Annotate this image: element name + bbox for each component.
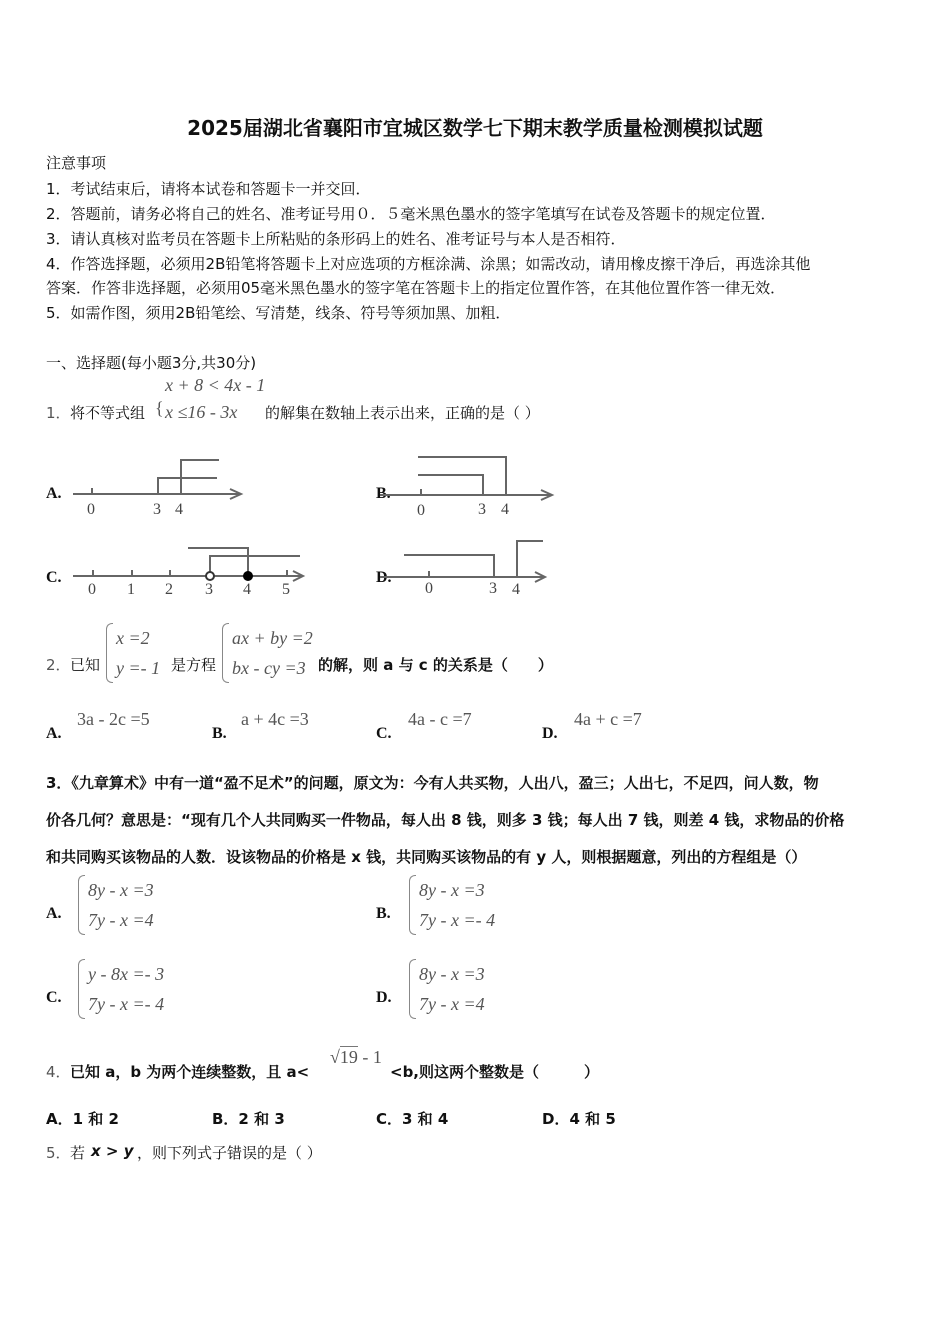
tick-label: 3: [153, 501, 161, 518]
q2-option-d-expr: 4a + c =7: [574, 709, 642, 729]
tick-label: 3: [489, 580, 497, 597]
tick-label: 0: [417, 502, 425, 519]
radicand: 19: [339, 1047, 358, 1067]
q1-post: 的解集在数轴上表示出来，正确的是（ ）: [265, 404, 540, 422]
q3-text: 3．《九章算术》中有一道“盈不足术”的问题，原文为：今有人共买物，人出八，盈三；人出七，不足四，问人数，物: [46, 774, 819, 792]
q3-option-c-system: y - 8x =- 3 7y - x =- 4: [78, 959, 164, 1019]
tick-label: 3: [478, 501, 486, 518]
q4-post: <b,则这两个整数是（ ）: [390, 1063, 600, 1081]
q1-option-d[interactable]: D.: [376, 569, 392, 586]
page-title: 2025届湖北省襄阳市宜城区数学七下期末教学质量检测模拟试题: [187, 116, 763, 140]
notice-item: 2．答题前，请务必将自己的姓名、准考证号用０．５毫米黑色墨水的签字笔填写在试卷及答题卡的规定位置．: [46, 205, 776, 223]
q5-post: ，则下列式子错误的是（ ）: [137, 1144, 322, 1162]
tick-label: 0: [88, 581, 96, 598]
tick-label: 4: [243, 581, 251, 598]
q3-option-c-label[interactable]: C.: [46, 989, 62, 1006]
q4-pre: 已知 a，b 为两个连续整数，且 a<: [70, 1063, 310, 1081]
q2-option-d-label[interactable]: D.: [542, 725, 558, 742]
closed-dot: [244, 572, 252, 580]
q5-number: 5．: [46, 1144, 71, 1162]
tick-label: 3: [205, 581, 213, 598]
tick-label: 2: [165, 581, 173, 598]
q3-option-b-label[interactable]: B.: [376, 905, 391, 922]
q2-option-b-label[interactable]: B.: [212, 725, 227, 742]
q1-option-c[interactable]: C.: [46, 569, 62, 586]
q4-option-c[interactable]: C．3 和 4: [376, 1110, 449, 1128]
notice-item: 答案．作答非选择题，必须用05毫米黑色墨水的签字笔在答题卡上的指定位置作答，在其他位置作答一律无效．: [46, 279, 786, 297]
notice-item: 1．考试结束后，请将本试卷和答题卡一并交回．: [46, 180, 371, 198]
q2-solution-system: x =2 y =- 1: [106, 623, 160, 683]
q2-pre: 已知: [70, 656, 101, 674]
tick-label: 0: [87, 501, 95, 518]
q2-option-c-label[interactable]: C.: [376, 725, 392, 742]
tick-label: 1: [127, 581, 135, 598]
notice-heading: 注意事项: [46, 154, 107, 172]
q2-option-a-label[interactable]: A.: [46, 725, 62, 742]
tick-label: 4: [501, 501, 509, 518]
tick-label: 4: [512, 581, 520, 598]
tick-label: 4: [175, 501, 183, 518]
q2-post: 的解，则 a 与 c 的关系是（ ）: [318, 656, 553, 674]
q5-pre: 若: [70, 1144, 86, 1162]
q1-option-a[interactable]: A.: [46, 485, 62, 502]
q4-option-b[interactable]: B．2 和 3: [212, 1110, 285, 1128]
q2-equation-system: ax + by =2 bx - cy =3: [222, 623, 313, 683]
q2-number: 2．: [46, 656, 71, 674]
tick-label: 0: [425, 580, 433, 597]
sqrt-icon: √19 - 1: [330, 1047, 382, 1067]
q2-option-b-expr: a + 4c =3: [241, 709, 309, 729]
q1-number: 1．: [46, 404, 71, 422]
q2-option-a-expr: 3a - 2c =5: [77, 709, 150, 729]
q3-text: 和共同购买该物品的人数．设该物品的价格是 x 钱，共同购买该物品的有 y 人，则根据题意，列出的方程组是（）: [46, 848, 807, 866]
q1-pre: 将不等式组: [70, 404, 146, 422]
q3-option-d-system: 8y - x =3 7y - x =4: [409, 959, 485, 1019]
q3-option-a-label[interactable]: A.: [46, 905, 62, 922]
tick-label: 5: [282, 581, 290, 598]
notice-item: 3．请认真核对监考员在答题卡上所粘贴的条形码上的姓名、准考证号与本人是否相符．: [46, 230, 626, 248]
q1-ineq-1: x + 8 < 4x - 1: [165, 375, 266, 395]
number-line-a: [73, 460, 241, 499]
q3-text: 价各几何？意思是：“现有几个人共同购买一件物品，每人出 8 钱，则多 3 钱；每人出 7 钱，则差 4 钱，求物品的价格: [46, 811, 845, 829]
q5-expr: x > y: [91, 1142, 134, 1160]
q3-option-a-system: 8y - x =3 7y - x =4: [78, 875, 154, 935]
q4-option-d[interactable]: D．4 和 5: [542, 1110, 616, 1128]
open-dot: [206, 572, 214, 580]
number-line-c: [73, 548, 303, 581]
q3-option-b-system: 8y - x =3 7y - x =- 4: [409, 875, 495, 935]
q3-option-d-label[interactable]: D.: [376, 989, 392, 1006]
number-line-d: [380, 541, 545, 582]
notice-item: 4．作答选择题，必须用2B铅笔将答题卡上对应选项的方框涂满、涂黑；如需改动，请用橡皮擦干净后，再选涂其他: [46, 255, 811, 273]
number-line-figures: [0, 0, 950, 620]
q2-mid: 是方程: [171, 656, 217, 674]
q2-option-c-expr: 4a - c =7: [408, 709, 472, 729]
q1-ineq-2: x ≤16 - 3x: [165, 402, 238, 422]
number-line-b: [380, 457, 552, 500]
q4-option-a[interactable]: A．1 和 2: [46, 1110, 119, 1128]
notice-item: 5．如需作图，须用2B铅笔绘、写清楚，线条、符号等须加黑、加粗．: [46, 304, 511, 322]
section-heading: 一、选择题(每小题3分,共30分): [46, 354, 257, 372]
q4-minus: - 1: [357, 1047, 382, 1067]
q4-number: 4．: [46, 1063, 71, 1081]
q1-option-b[interactable]: B.: [376, 485, 391, 502]
